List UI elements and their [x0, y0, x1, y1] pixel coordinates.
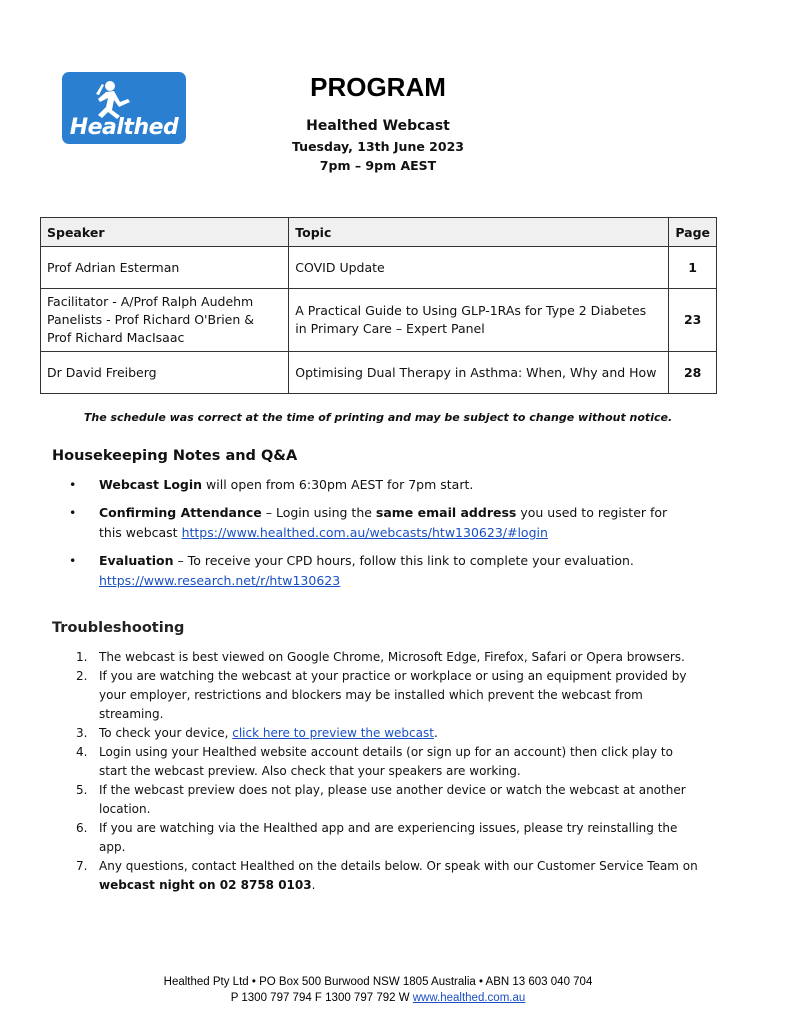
page-title: PROGRAM [310, 72, 446, 102]
page-cell: 28 [669, 352, 717, 394]
speaker-cell: Dr David Freiberg [41, 352, 289, 394]
table-row [41, 247, 717, 289]
bullet-icon: • [69, 553, 77, 568]
table-row [41, 352, 717, 394]
speaker-cell: Facilitator - A/Prof Ralph Audehm Panelists - Prof Richard O'Brien & Prof Richard MacIsaac [41, 289, 289, 352]
login-link[interactable]: https://www.healthed.com.au/webcasts/htw130623/#login [181, 525, 548, 540]
event-date: Tuesday, 13th June 2023 [292, 139, 464, 154]
table-header-row [41, 218, 717, 247]
header-page: Page [669, 218, 717, 247]
list-item: 5. If the webcast preview does not play, please use another device or watch the webcast at another location. [76, 783, 686, 816]
list-item: 2. If you are watching the webcast at your practice or workplace or using an equipment provided by your employer, restrictions and blockers may be installed which prevent the webcast from streaming. [76, 669, 687, 721]
logo-wordmark: Healthed [69, 115, 179, 140]
preview-webcast-link[interactable]: click here to preview the webcast [232, 726, 434, 740]
bullet-icon: • [69, 505, 77, 520]
footer-address: Healthed Pty Ltd • PO Box 500 Burwood NSW 1805 Australia • ABN 13 603 040 704 [163, 976, 593, 988]
topic-cell: Optimising Dual Therapy in Asthma: When, Why and How [289, 352, 669, 394]
topic-cell: A Practical Guide to Using GLP-1RAs for Type 2 Diabetes in Primary Care – Expert Panel [289, 289, 669, 352]
topic-cell: COVID Update [289, 247, 669, 289]
list-item: 3. To check your device, click here to preview the webcast. [76, 726, 438, 740]
troubleshooting-heading: Troubleshooting [52, 620, 185, 636]
event-name: Healthed Webcast [306, 118, 450, 134]
evaluation-link[interactable]: https://www.research.net/r/htw130623 [99, 573, 341, 588]
list-item: 7. Any questions, contact Healthed on the details below. Or speak with our Customer Service Team on webcast night on 02 8758 0103. [76, 859, 698, 892]
event-time: 7pm – 9pm AEST [319, 158, 437, 173]
page-cell: 23 [669, 289, 717, 352]
table-row [41, 289, 717, 352]
list-item: 4. Login using your Healthed website account details (or sign up for an account) then click play to start the webcast preview. Also check that your speakers are working. [76, 745, 673, 778]
footer-contact: P 1300 797 794 F 1300 797 792 W www.healthed.com.au [230, 992, 526, 1004]
troubleshooting-list [52, 648, 702, 895]
schedule-disclaimer: The schedule was correct at the time of printing and may be subject to change without notice. [83, 411, 673, 424]
list-item: • Confirming Attendance – Login using the same email address you used to register for this webcast https://www.healthed.com.au/webcasts/htw130623/#login [69, 505, 668, 540]
list-item: 6. If you are watching via the Healthed app and are experiencing issues, please try reinstalling the app. [76, 821, 678, 854]
header-topic: Topic [289, 218, 669, 247]
bullet-icon: • [69, 477, 77, 492]
header-speaker: Speaker [41, 218, 289, 247]
list-item: • Evaluation – To receive your CPD hours, follow this link to complete your evaluation. https://www.research.net/r/htw130623 [69, 553, 634, 588]
list-item: • Webcast Login will open from 6:30pm AEST for 7pm start. [52, 475, 692, 495]
list-item: 1. The webcast is best viewed on Google Chrome, Microsoft Edge, Firefox, Safari or Opera browsers. [76, 650, 685, 664]
website-link[interactable]: www.healthed.com.au [412, 992, 526, 1004]
page-cell: 1 [669, 247, 717, 289]
housekeeping-heading: Housekeeping Notes and Q&A [52, 448, 298, 464]
speaker-cell: Prof Adrian Esterman [41, 247, 289, 289]
housekeeping-list [52, 475, 692, 599]
schedule-table [40, 217, 717, 394]
